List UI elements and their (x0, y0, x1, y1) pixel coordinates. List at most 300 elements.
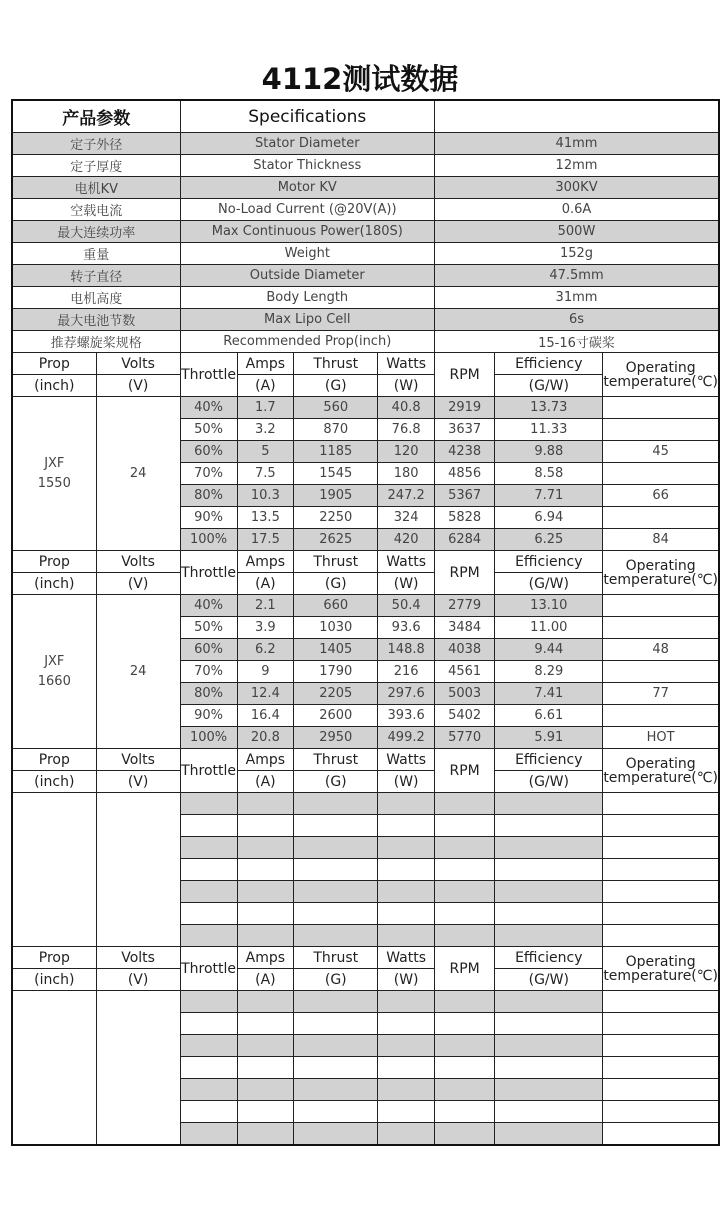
spec-en: Stator Thickness (180, 155, 434, 177)
temp-value (603, 991, 719, 1013)
efficiency-value (495, 903, 603, 925)
rpm-value: 5367 (434, 485, 494, 507)
thrust-value: 1545 (294, 463, 378, 485)
unit-efficiency: (G/W) (495, 573, 603, 595)
amps-value: 10.3 (237, 485, 294, 507)
rpm-value: 5003 (434, 683, 494, 705)
prop-model (12, 991, 96, 1146)
test-data-row (12, 793, 719, 815)
temp-value: 77 (603, 683, 719, 705)
watts-value: 76.8 (378, 419, 435, 441)
efficiency-value (495, 793, 603, 815)
unit-volts: (V) (96, 969, 180, 991)
efficiency-value (495, 1123, 603, 1146)
watts-value (378, 1101, 435, 1123)
temp-value (603, 1123, 719, 1146)
amps-value (237, 1101, 294, 1123)
amps-value: 3.2 (237, 419, 294, 441)
amps-value (237, 1035, 294, 1057)
spec-cn: 推荐螺旋桨规格 (12, 331, 180, 353)
temp-value: HOT (603, 727, 719, 749)
efficiency-value: 7.71 (495, 485, 603, 507)
rpm-value (434, 1101, 494, 1123)
thrust-value: 560 (294, 397, 378, 419)
watts-value (378, 1123, 435, 1146)
test-header-row (12, 749, 719, 771)
watts-value: 393.6 (378, 705, 435, 727)
thrust-value (294, 903, 378, 925)
unit-volts: (V) (96, 573, 180, 595)
amps-value: 6.2 (237, 639, 294, 661)
oper-line2: temperature(℃) (603, 769, 718, 786)
col-efficiency: Efficiency (495, 353, 603, 375)
throttle-value (180, 881, 237, 903)
spec-value: 500W (434, 221, 719, 243)
throttle-value: 90% (180, 507, 237, 529)
rpm-value (434, 815, 494, 837)
watts-value: 216 (378, 661, 435, 683)
spec-value: 300KV (434, 177, 719, 199)
watts-value: 297.6 (378, 683, 435, 705)
watts-value (378, 815, 435, 837)
throttle-value (180, 1123, 237, 1146)
spec-value: 47.5mm (434, 265, 719, 287)
temp-value (603, 1013, 719, 1035)
thrust-value (294, 859, 378, 881)
throttle-value (180, 903, 237, 925)
watts-value (378, 1013, 435, 1035)
thrust-value: 1790 (294, 661, 378, 683)
amps-value (237, 903, 294, 925)
throttle-value (180, 793, 237, 815)
spec-value: 15-16寸碳桨 (434, 331, 719, 353)
efficiency-value (495, 1079, 603, 1101)
spec-row (12, 177, 719, 199)
watts-value (378, 903, 435, 925)
throttle-value (180, 1013, 237, 1035)
amps-value: 7.5 (237, 463, 294, 485)
temp-value (603, 1035, 719, 1057)
unit-amps: (A) (237, 573, 294, 595)
spec-row (12, 155, 719, 177)
col-operating-temp (603, 749, 719, 793)
spec-en: Recommended Prop(inch) (180, 331, 434, 353)
rpm-value: 4561 (434, 661, 494, 683)
spec-row (12, 287, 719, 309)
col-amps: Amps (237, 947, 294, 969)
spec-en: Motor KV (180, 177, 434, 199)
throttle-value (180, 1079, 237, 1101)
efficiency-value: 7.41 (495, 683, 603, 705)
throttle-value: 80% (180, 485, 237, 507)
thrust-value (294, 1035, 378, 1057)
amps-value (237, 793, 294, 815)
oper-line1: Operating (625, 755, 696, 772)
throttle-value: 40% (180, 595, 237, 617)
unit-amps: (A) (237, 375, 294, 397)
efficiency-value (495, 859, 603, 881)
unit-prop: (inch) (12, 771, 96, 793)
rpm-value (434, 925, 494, 947)
page-title: 4112测试数据 (261, 62, 459, 96)
watts-value (378, 837, 435, 859)
temp-value (603, 815, 719, 837)
unit-watts: (W) (378, 771, 435, 793)
throttle-value (180, 1057, 237, 1079)
watts-value (378, 991, 435, 1013)
col-prop: Prop (12, 551, 96, 573)
efficiency-value: 6.25 (495, 529, 603, 551)
amps-value: 9 (237, 661, 294, 683)
watts-value (378, 1057, 435, 1079)
amps-value: 1.7 (237, 397, 294, 419)
rpm-value: 4038 (434, 639, 494, 661)
throttle-value: 60% (180, 639, 237, 661)
throttle-value (180, 815, 237, 837)
rpm-value: 2779 (434, 595, 494, 617)
volts-value (96, 991, 180, 1146)
unit-thrust: (G) (294, 969, 378, 991)
spec-value: 31mm (434, 287, 719, 309)
efficiency-value: 8.29 (495, 661, 603, 683)
unit-thrust: (G) (294, 375, 378, 397)
col-watts: Watts (378, 551, 435, 573)
col-throttle: Throttle (180, 749, 237, 793)
col-volts: Volts (96, 353, 180, 375)
unit-prop: (inch) (12, 969, 96, 991)
col-thrust: Thrust (294, 353, 378, 375)
volts-value (96, 793, 180, 947)
spec-cn: 定子厚度 (12, 155, 180, 177)
efficiency-value: 6.94 (495, 507, 603, 529)
spec-value: 0.6A (434, 199, 719, 221)
oper-line1: Operating (625, 557, 696, 574)
test-header-row (12, 947, 719, 969)
watts-value (378, 925, 435, 947)
col-thrust: Thrust (294, 551, 378, 573)
spec-cn: 电机高度 (12, 287, 180, 309)
col-rpm: RPM (434, 947, 494, 991)
watts-value: 247.2 (378, 485, 435, 507)
amps-value (237, 859, 294, 881)
thrust-value (294, 815, 378, 837)
unit-amps: (A) (237, 771, 294, 793)
spec-row (12, 243, 719, 265)
unit-volts: (V) (96, 771, 180, 793)
unit-prop: (inch) (12, 573, 96, 595)
col-volts: Volts (96, 551, 180, 573)
spec-en: Weight (180, 243, 434, 265)
col-thrust: Thrust (294, 947, 378, 969)
watts-value: 93.6 (378, 617, 435, 639)
watts-value (378, 881, 435, 903)
col-throttle: Throttle (180, 353, 237, 397)
throttle-value: 70% (180, 661, 237, 683)
volts-value: 24 (96, 595, 180, 749)
thrust-value: 2950 (294, 727, 378, 749)
temp-value (603, 1101, 719, 1123)
rpm-value (434, 903, 494, 925)
spec-cn: 电机KV (12, 177, 180, 199)
efficiency-value: 11.00 (495, 617, 603, 639)
spec-en: Max Lipo Cell (180, 309, 434, 331)
rpm-value: 4238 (434, 441, 494, 463)
rpm-value: 5770 (434, 727, 494, 749)
temp-value (603, 793, 719, 815)
amps-value (237, 1079, 294, 1101)
col-watts: Watts (378, 749, 435, 771)
col-throttle: Throttle (180, 947, 237, 991)
amps-value: 20.8 (237, 727, 294, 749)
efficiency-value (495, 925, 603, 947)
unit-thrust: (G) (294, 771, 378, 793)
col-rpm: RPM (434, 551, 494, 595)
thrust-value: 1405 (294, 639, 378, 661)
unit-watts: (W) (378, 375, 435, 397)
temp-value (603, 837, 719, 859)
spec-value: 152g (434, 243, 719, 265)
unit-prop: (inch) (12, 375, 96, 397)
rpm-value: 5828 (434, 507, 494, 529)
rpm-value (434, 991, 494, 1013)
watts-value (378, 1079, 435, 1101)
temp-value: 66 (603, 485, 719, 507)
watts-value: 324 (378, 507, 435, 529)
throttle-value (180, 837, 237, 859)
prop-model (12, 793, 96, 947)
efficiency-value: 8.58 (495, 463, 603, 485)
spec-cn: 转子直径 (12, 265, 180, 287)
temp-value (603, 1057, 719, 1079)
amps-value (237, 991, 294, 1013)
watts-value: 180 (378, 463, 435, 485)
spec-row (12, 221, 719, 243)
temp-value: 84 (603, 529, 719, 551)
thrust-value: 660 (294, 595, 378, 617)
efficiency-value: 13.73 (495, 397, 603, 419)
rpm-value: 5402 (434, 705, 494, 727)
efficiency-value: 11.33 (495, 419, 603, 441)
spec-cn: 空载电流 (12, 199, 180, 221)
rpm-value (434, 1079, 494, 1101)
unit-volts: (V) (96, 375, 180, 397)
efficiency-value: 5.91 (495, 727, 603, 749)
rpm-value (434, 1057, 494, 1079)
spec-cn: 最大连续功率 (12, 221, 180, 243)
thrust-value: 1905 (294, 485, 378, 507)
motor-spec-table (11, 99, 720, 1146)
efficiency-value (495, 1101, 603, 1123)
col-prop: Prop (12, 947, 96, 969)
volts-value: 24 (96, 397, 180, 551)
throttle-value (180, 1035, 237, 1057)
amps-value: 12.4 (237, 683, 294, 705)
temp-value (603, 397, 719, 419)
efficiency-value (495, 991, 603, 1013)
spec-value: 12mm (434, 155, 719, 177)
test-data-row (12, 595, 719, 617)
efficiency-value (495, 815, 603, 837)
temp-value (603, 617, 719, 639)
efficiency-value (495, 1035, 603, 1057)
thrust-value: 2205 (294, 683, 378, 705)
thrust-value: 1030 (294, 617, 378, 639)
spec-header-row (12, 100, 719, 133)
rpm-value (434, 793, 494, 815)
spec-header-en: Specifications (180, 100, 434, 133)
thrust-value: 2600 (294, 705, 378, 727)
test-header-row (12, 353, 719, 375)
prop-model-line1: JXF (44, 653, 65, 669)
spec-value: 41mm (434, 133, 719, 155)
watts-value: 420 (378, 529, 435, 551)
temp-value (603, 661, 719, 683)
thrust-value (294, 1123, 378, 1146)
thrust-value: 870 (294, 419, 378, 441)
col-amps: Amps (237, 551, 294, 573)
thrust-value: 2250 (294, 507, 378, 529)
spec-row (12, 265, 719, 287)
spec-en: Stator Diameter (180, 133, 434, 155)
spec-value: 6s (434, 309, 719, 331)
temp-value (603, 507, 719, 529)
rpm-value: 6284 (434, 529, 494, 551)
amps-value (237, 1057, 294, 1079)
prop-model-line2: 1550 (37, 475, 71, 491)
col-efficiency: Efficiency (495, 749, 603, 771)
efficiency-value (495, 881, 603, 903)
spec-row (12, 309, 719, 331)
spec-row (12, 331, 719, 353)
efficiency-value: 6.61 (495, 705, 603, 727)
spec-en: No-Load Current (@20V(A)) (180, 199, 434, 221)
amps-value (237, 1123, 294, 1146)
prop-model (12, 397, 96, 551)
watts-value: 50.4 (378, 595, 435, 617)
rpm-value (434, 1035, 494, 1057)
test-data-row (12, 397, 719, 419)
oper-line2: temperature(℃) (603, 571, 718, 588)
amps-value: 2.1 (237, 595, 294, 617)
col-operating-temp (603, 551, 719, 595)
col-volts: Volts (96, 947, 180, 969)
spec-header-value (434, 100, 719, 133)
col-watts: Watts (378, 353, 435, 375)
spec-en: Outside Diameter (180, 265, 434, 287)
watts-value: 148.8 (378, 639, 435, 661)
unit-watts: (W) (378, 573, 435, 595)
amps-value (237, 837, 294, 859)
oper-line1: Operating (625, 953, 696, 970)
throttle-value (180, 925, 237, 947)
throttle-value: 60% (180, 441, 237, 463)
rpm-value: 3637 (434, 419, 494, 441)
test-header-row (12, 551, 719, 573)
watts-value: 120 (378, 441, 435, 463)
amps-value (237, 925, 294, 947)
unit-efficiency: (G/W) (495, 969, 603, 991)
amps-value: 16.4 (237, 705, 294, 727)
spec-header-cn: 产品参数 (12, 100, 180, 133)
thrust-value (294, 1057, 378, 1079)
col-thrust: Thrust (294, 749, 378, 771)
col-rpm: RPM (434, 353, 494, 397)
col-volts: Volts (96, 749, 180, 771)
throttle-value (180, 991, 237, 1013)
col-rpm: RPM (434, 749, 494, 793)
thrust-value (294, 925, 378, 947)
amps-value: 3.9 (237, 617, 294, 639)
rpm-value: 2919 (434, 397, 494, 419)
temp-value (603, 925, 719, 947)
spec-cn: 重量 (12, 243, 180, 265)
temp-value (603, 463, 719, 485)
throttle-value: 50% (180, 419, 237, 441)
oper-line2: temperature(℃) (603, 373, 718, 390)
watts-value (378, 793, 435, 815)
throttle-value: 80% (180, 683, 237, 705)
amps-value (237, 1013, 294, 1035)
watts-value: 40.8 (378, 397, 435, 419)
thrust-value (294, 793, 378, 815)
efficiency-value (495, 1057, 603, 1079)
thrust-value (294, 1079, 378, 1101)
watts-value (378, 1035, 435, 1057)
thrust-value (294, 881, 378, 903)
col-prop: Prop (12, 353, 96, 375)
thrust-value (294, 1101, 378, 1123)
efficiency-value: 9.44 (495, 639, 603, 661)
spec-row (12, 199, 719, 221)
temp-value (603, 595, 719, 617)
prop-model-line2: 1660 (37, 673, 71, 689)
amps-value: 5 (237, 441, 294, 463)
col-watts: Watts (378, 947, 435, 969)
thrust-value: 1185 (294, 441, 378, 463)
rpm-value (434, 1013, 494, 1035)
prop-model-line1: JXF (44, 455, 65, 471)
unit-efficiency: (G/W) (495, 771, 603, 793)
col-amps: Amps (237, 353, 294, 375)
throttle-value (180, 859, 237, 881)
thrust-value (294, 991, 378, 1013)
amps-value (237, 815, 294, 837)
oper-line2: temperature(℃) (603, 967, 718, 984)
efficiency-value (495, 1013, 603, 1035)
amps-value (237, 881, 294, 903)
amps-value: 17.5 (237, 529, 294, 551)
col-efficiency: Efficiency (495, 551, 603, 573)
temp-value: 48 (603, 639, 719, 661)
spec-cn: 定子外径 (12, 133, 180, 155)
rpm-value (434, 859, 494, 881)
thrust-value (294, 837, 378, 859)
col-operating-temp (603, 353, 719, 397)
efficiency-value (495, 837, 603, 859)
thrust-value (294, 1013, 378, 1035)
unit-thrust: (G) (294, 573, 378, 595)
spec-cn: 最大电池节数 (12, 309, 180, 331)
unit-amps: (A) (237, 969, 294, 991)
rpm-value (434, 837, 494, 859)
col-prop: Prop (12, 749, 96, 771)
rpm-value: 4856 (434, 463, 494, 485)
throttle-value: 90% (180, 705, 237, 727)
unit-efficiency: (G/W) (495, 375, 603, 397)
throttle-value: 100% (180, 529, 237, 551)
thrust-value: 2625 (294, 529, 378, 551)
throttle-value: 100% (180, 727, 237, 749)
